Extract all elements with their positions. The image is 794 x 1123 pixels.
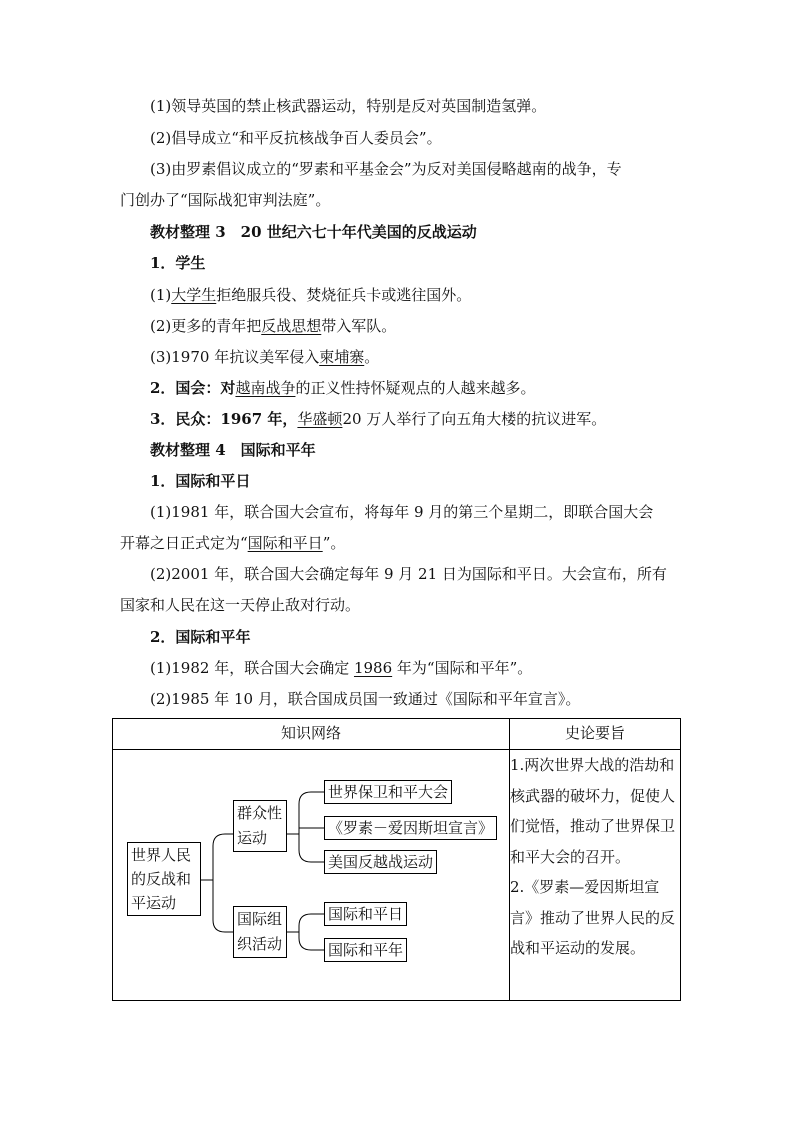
knowledge-network-diagram [113, 750, 509, 1000]
gist-point-1: 1.两次世界大战的浩劫和核武器的破坏力，促使人们觉悟，推动了世界保卫和平大会的召开。 [510, 756, 676, 866]
header-historical-gist: 史论要旨 [510, 719, 681, 750]
leaf-russell-einstein-manifesto: 《罗素－爱因斯坦宣言》 [324, 816, 497, 840]
leaf-us-antiwar-movement: 美国反越战运动 [324, 850, 437, 874]
students-item-1: (1)大学生拒绝服兵役、焚烧征兵卡或逃往国外。 [150, 286, 472, 304]
students-item-2: (2)更多的青年把反战思想带入军队。 [150, 317, 397, 335]
leaf-peace-day: 国际和平日 [324, 902, 407, 926]
gist-point-2: 2.《罗素—爱因斯坦宣言》推动了世界人民的反战和平运动的发展。 [510, 878, 676, 957]
section3-heading: 教材整理 3 20 世纪六七十年代美国的反战运动 [150, 223, 477, 241]
international-org-node: 国际组织活动 [233, 906, 287, 958]
blank-answer: 华盛顿 [297, 410, 343, 428]
header-knowledge-network: 知识网络 [113, 719, 510, 750]
leaf-peace-year: 国际和平年 [324, 938, 407, 962]
knowledge-network-cell [113, 750, 510, 1001]
blank-answer: 反战思想 [261, 317, 322, 335]
russell-activity-3-cont: 门创办了“国际战犯审判法庭”。 [120, 191, 331, 209]
russell-activity-3: (3)由罗素倡议成立的“罗素和平基金会”为反对美国侵略越南的战争，专 [150, 160, 622, 178]
public-item: 3．民众：1967 年，华盛顿20 万人举行了向五角大楼的抗议进军。 [150, 410, 607, 428]
network-root-node: 世界人民的反战和平运动 [127, 842, 201, 916]
congress-item: 2．国会：对越南战争的正义性持怀疑观点的人越来越多。 [150, 379, 536, 397]
peace-day-item-2: (2)2001 年，联合国大会确定每年 9 月 21 日为国际和平日。大会宣布，所有 [150, 565, 667, 583]
peace-year-item-2: (2)1985 年 10 月，联合国成员国一致通过《国际和平年宣言》。 [150, 690, 581, 708]
students-title: 1．学生 [150, 254, 206, 272]
mass-movement-node: 群众性运动 [233, 800, 287, 852]
russell-activity-1: (1)领导英国的禁止核武器运动，特别是反对英国制造氢弹。 [150, 97, 547, 115]
summary-table [112, 718, 681, 1001]
blank-answer: 1986 [353, 659, 393, 677]
historical-gist-cell [510, 750, 681, 1001]
peace-day-item-1-cont: 开幕之日正式定为“国际和平日”。 [120, 534, 346, 552]
peace-day-title: 1．国际和平日 [150, 472, 251, 490]
section4-heading: 教材整理 4 国际和平年 [150, 441, 316, 459]
leaf-world-peace-congress: 世界保卫和平大会 [324, 780, 452, 804]
blank-answer: 越南战争 [235, 379, 296, 397]
blank-answer: 大学生 [171, 286, 217, 304]
blank-answer: 国际和平日 [247, 534, 323, 552]
russell-activity-2: (2)倡导成立“和平反抗核战争百人委员会”。 [150, 129, 442, 147]
peace-year-item-1: (1)1982 年，联合国大会确定 1986 年为“国际和平年”。 [150, 659, 533, 677]
peace-day-item-1: (1)1981 年，联合国大会宣布，将每年 9 月的第三个星期二，即联合国大会 [150, 503, 654, 521]
peace-year-title: 2．国际和平年 [150, 628, 251, 646]
peace-day-item-2-cont: 国家和人民在这一天停止敌对行动。 [120, 596, 361, 614]
students-item-3: (3)1970 年抗议美军侵入柬埔寨。 [150, 348, 380, 366]
blank-answer: 柬埔寨 [319, 348, 365, 366]
